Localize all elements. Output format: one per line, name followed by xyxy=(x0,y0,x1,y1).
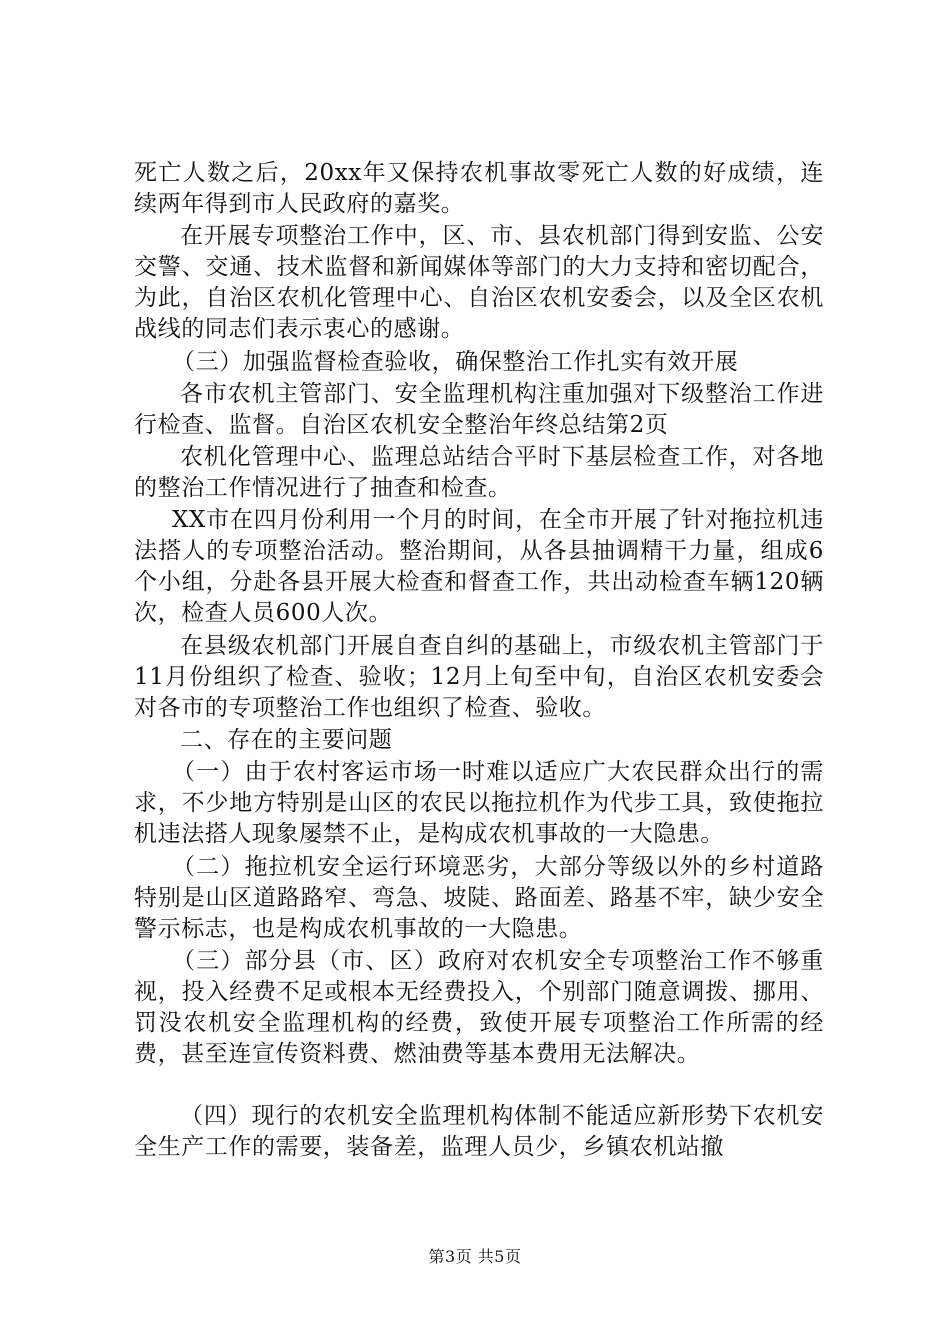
issue-1: （一）由于农村客运市场一时难以适应广大农民群众出行的需求，不少地方特别是山区的农民以拖拉机作为代步工具，致使拖拉机违法搭人现象屡禁不止，是构成农机事故的一大隐患。 xyxy=(134,759,824,848)
paragraph-5: 农机化管理中心、监理总站结合平时下基层检查工作，对各地的整治工作情况进行了抽查和检查。 xyxy=(134,444,824,502)
issue-3: （三）部分县（市、区）政府对农机安全专项整治工作不够重视，投入经费不足或根本无经费投入，个别部门随意调拨、挪用、罚没农机安全监理机构的经费，致使开展专项整治工作所需的经费，甚至连宣传资料费、燃油费等基本费用无法解决。 xyxy=(134,947,824,1067)
paragraph-1: 死亡人数之后，20xx年又保持农机事故零死亡人数的好成绩，连续两年得到市人民政府的嘉奖。 xyxy=(134,160,824,217)
paragraph-2: 在开展专项整治工作中，区、市、县农机部门得到安监、公安交警、交通、技术监督和新闻媒体等部门的大力支持和密切配合，为此，自治区农机化管理中心、自治区农机安委会，以及全区农机战线的同志们表示衷心的感谢。 xyxy=(134,223,824,343)
page-footer: 第3页 共5页 xyxy=(428,1247,522,1266)
paragraph-4: 各市农机主管部门、安全监理机构注重加强对下级整治工作进行检查、监督。自治区农机安全整治年终总结第2页 xyxy=(134,380,824,438)
paragraph-6: XX市在四月份利用一个月的时间，在全市开展了针对拖拉机违法搭人的专项整治活动。整治期间，从各县抽调精干力量，组成6个小组，分赴各县开展大检查和督查工作，共出动检查车辆120辆次，检查人员600人次。 xyxy=(134,507,824,627)
issue-4: （四）现行的农机安全监理机构体制不能适应新形势下农机安全生产工作的需要，装备差，监理人员少，乡镇农机站撤 xyxy=(134,1102,824,1160)
document-body xyxy=(134,158,824,1164)
paragraph-7: 在县级农机部门开展自查自纠的基础上，市级农机主管部门于11月份组织了检查、验收；12月上旬至中旬，自治区农机安委会对各市的专项整治工作也组织了检查、验收。 xyxy=(134,632,824,721)
issue-2: （二）拖拉机安全运行环境恶劣，大部分等级以外的乡村道路特别是山区道路路窄、弯急、坡陡、路面差、路基不牢，缺少安全警示标志，也是构成农机事故的一大隐患。 xyxy=(134,853,824,942)
section-heading-3: （三）加强监督检查验收，确保整治工作扎实有效开展 xyxy=(172,348,739,375)
section-heading-issues: 二、存在的主要问题 xyxy=(180,727,393,754)
